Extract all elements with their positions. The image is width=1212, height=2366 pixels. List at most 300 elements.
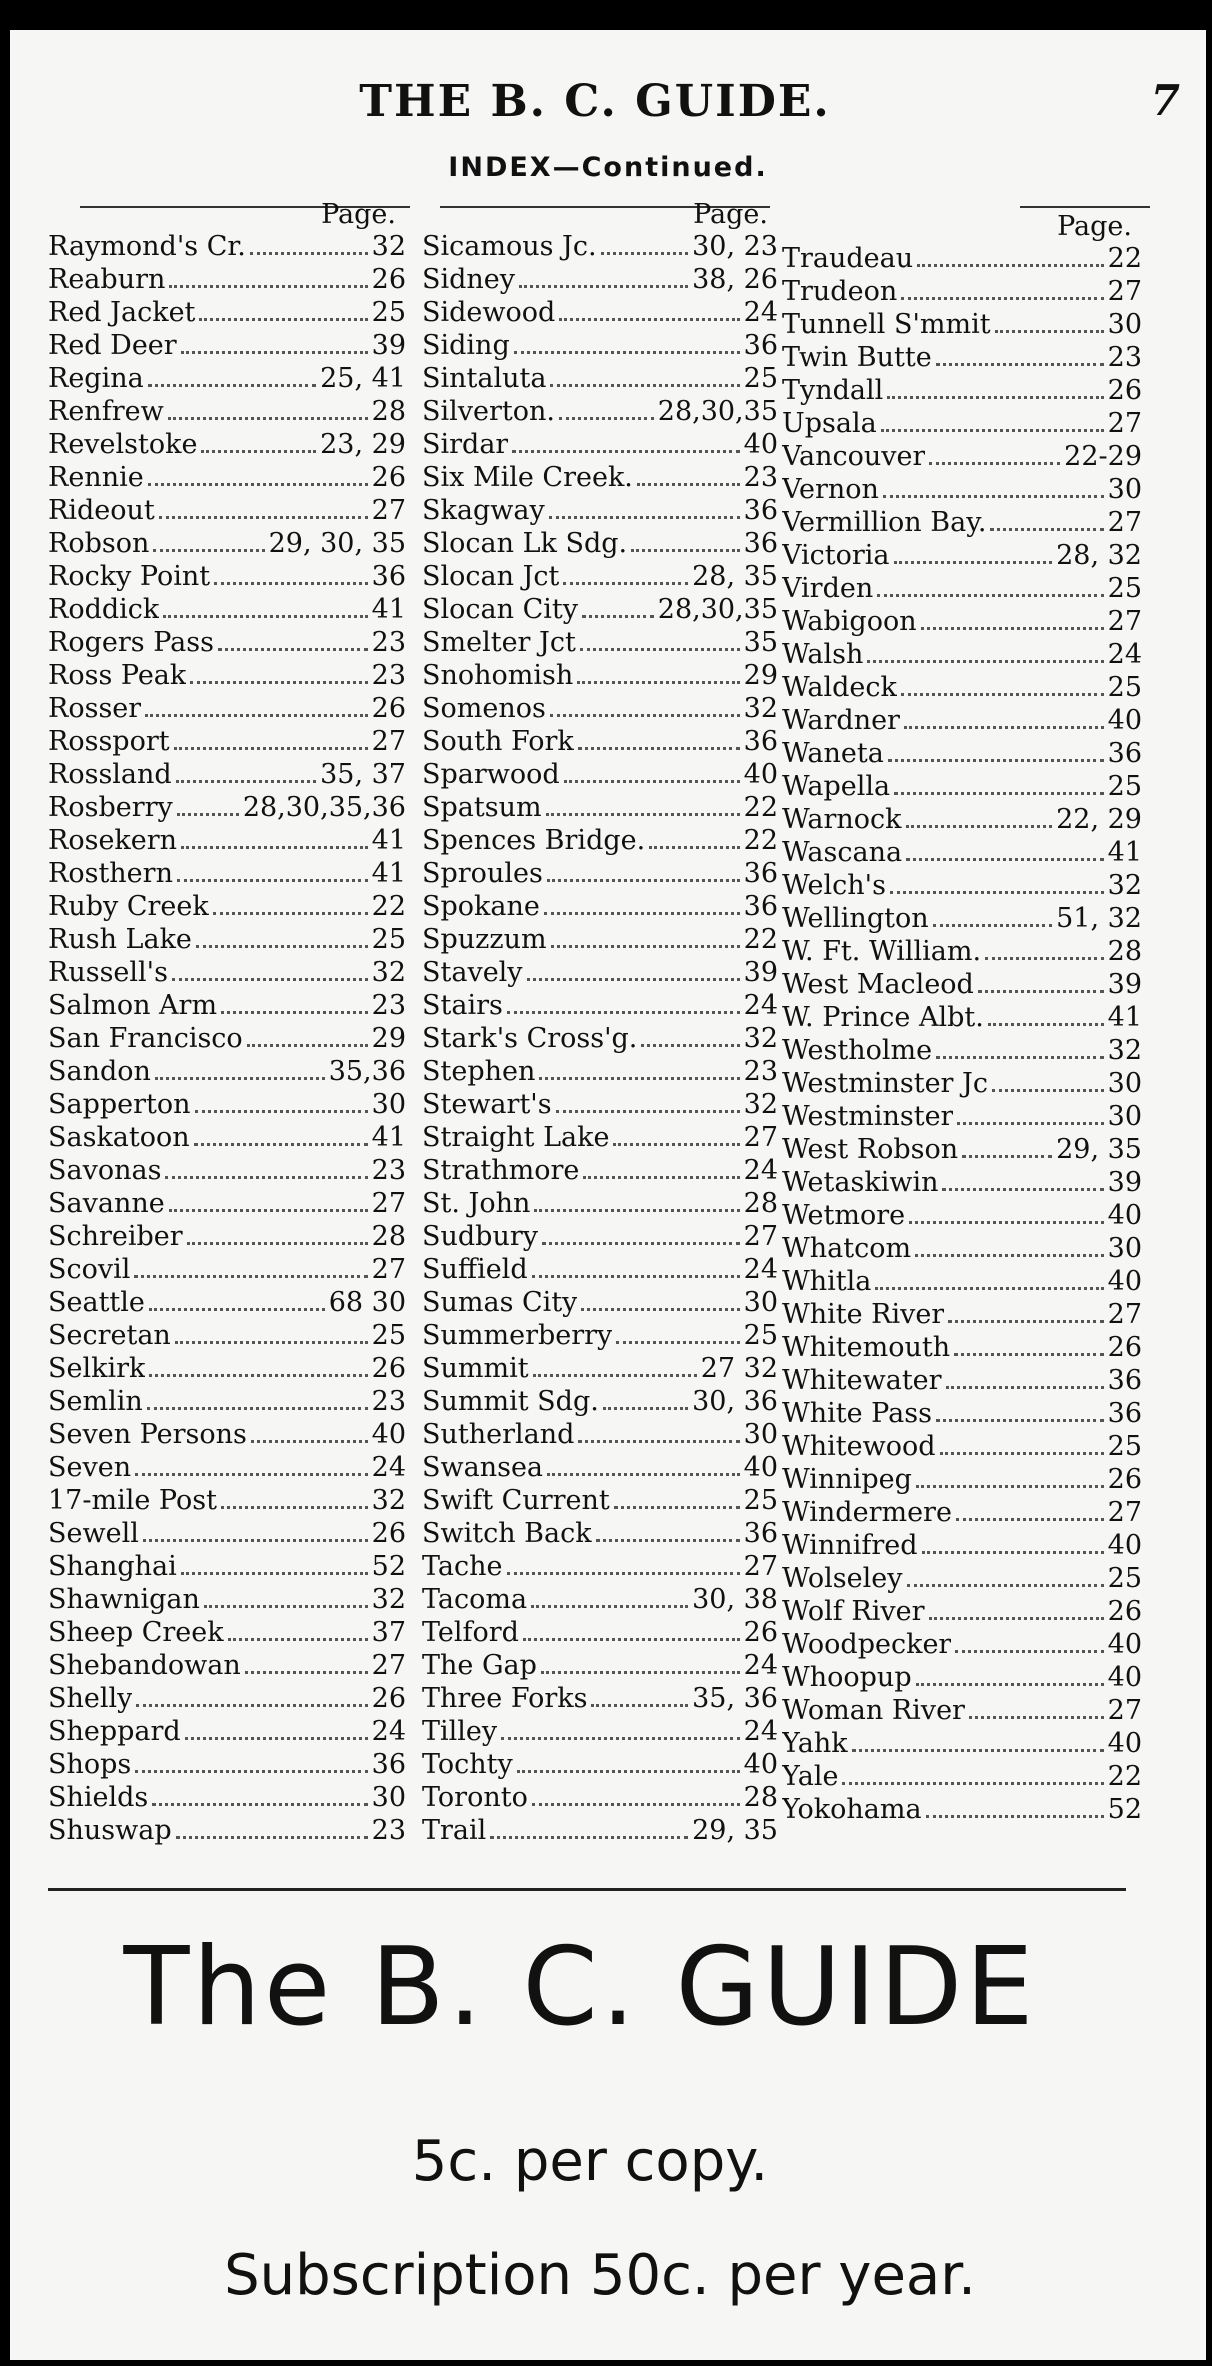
leader-dots xyxy=(580,647,740,651)
leader-dots xyxy=(147,1406,368,1410)
entry-name: Wabigoon xyxy=(782,606,917,637)
index-entry xyxy=(782,440,1142,473)
running-title: THE B. C. GUIDE. xyxy=(359,76,831,127)
index-entry xyxy=(782,1298,1142,1331)
entry-name: Rosekern xyxy=(48,825,178,856)
entry-pages: 30 xyxy=(743,1287,778,1318)
leader-dots xyxy=(149,1307,325,1311)
index-entry xyxy=(422,1484,778,1517)
leader-dots xyxy=(251,1439,368,1443)
entry-pages: 28,30,35 xyxy=(657,396,778,427)
leader-dots xyxy=(894,560,1053,564)
index-entry xyxy=(782,374,1142,407)
entry-pages: 24 xyxy=(371,1716,406,1747)
index-entry xyxy=(422,1748,778,1781)
advert-title: The B. C. GUIDE xyxy=(123,1925,1037,2050)
index-entry xyxy=(48,1286,406,1319)
index-entry xyxy=(422,1682,778,1715)
entry-name: Shawnigan xyxy=(48,1584,200,1615)
entry-pages: 40 xyxy=(1107,705,1142,736)
entry-pages: 25 xyxy=(743,1485,778,1516)
entry-pages: 23 xyxy=(743,462,778,493)
leader-dots xyxy=(985,956,1104,960)
entry-name: Russell's xyxy=(48,957,168,988)
leader-dots xyxy=(582,614,654,618)
entry-name: Siding xyxy=(422,330,510,361)
leader-dots xyxy=(957,1121,1103,1125)
entry-name: Revelstoke xyxy=(48,429,198,460)
entry-pages: 41 xyxy=(371,825,406,856)
leader-dots xyxy=(948,1319,1103,1323)
entry-name: Sparwood xyxy=(422,759,560,790)
index-entry xyxy=(48,1715,406,1748)
leader-dots xyxy=(531,1604,688,1608)
index-entry xyxy=(782,1628,1142,1661)
index-entry xyxy=(422,1022,778,1055)
index-entry xyxy=(422,1616,778,1649)
entry-pages: 68 30 xyxy=(328,1287,406,1318)
index-entry xyxy=(422,824,778,857)
leader-dots xyxy=(990,527,1103,531)
entry-pages: 25, 41 xyxy=(320,363,406,394)
entry-name: Stark's Cross'g. xyxy=(422,1023,638,1054)
entry-name: Spences Bridge. xyxy=(422,825,646,856)
index-entry xyxy=(48,1682,406,1715)
entry-name: Yokohama xyxy=(782,1794,922,1825)
entry-pages: 22 xyxy=(371,891,406,922)
entry-name: Whatcom xyxy=(782,1233,912,1264)
leader-dots xyxy=(956,1517,1104,1521)
entry-name: West Macleod xyxy=(782,969,974,1000)
index-entry xyxy=(782,1034,1142,1067)
entry-name: Sicamous Jc. xyxy=(422,231,597,262)
entry-name: Raymond's Cr. xyxy=(48,231,246,262)
entry-name: Woodpecker xyxy=(782,1629,952,1660)
leader-dots xyxy=(152,1802,367,1806)
entry-name: Shanghai xyxy=(48,1551,177,1582)
entry-name: Summit Sdg. xyxy=(422,1386,599,1417)
entry-name: Rennie xyxy=(48,462,144,493)
entry-name: Twin Butte xyxy=(782,342,932,373)
index-entry xyxy=(422,989,778,1022)
entry-name: Stavely xyxy=(422,957,523,988)
index-entry xyxy=(422,395,778,428)
entry-name: Winnipeg xyxy=(782,1464,912,1495)
entry-pages: 41 xyxy=(371,1122,406,1153)
entry-pages: 40 xyxy=(743,429,778,460)
index-entry xyxy=(48,923,406,956)
leader-dots xyxy=(541,1670,740,1674)
index-entry xyxy=(782,1067,1142,1100)
index-columns xyxy=(10,200,1206,1890)
index-entry xyxy=(48,527,406,560)
entry-pages: 27 xyxy=(371,1188,406,1219)
index-entry xyxy=(782,539,1142,572)
leader-dots xyxy=(512,449,739,453)
index-entry xyxy=(48,824,406,857)
index-entry xyxy=(48,1154,406,1187)
index-entry xyxy=(48,461,406,494)
entry-pages: 41 xyxy=(371,858,406,889)
leader-dots xyxy=(962,1154,1052,1158)
index-entry xyxy=(782,1760,1142,1793)
entry-pages: 32 xyxy=(1107,1035,1142,1066)
entry-name: Robson xyxy=(48,528,150,559)
entry-pages: 30 xyxy=(1107,1233,1142,1264)
entry-pages: 38, 26 xyxy=(692,264,778,295)
entry-pages: 23, 29 xyxy=(320,429,406,460)
entry-name: The Gap xyxy=(422,1650,537,1681)
index-entry xyxy=(422,923,778,956)
index-entry xyxy=(48,1616,406,1649)
entry-name: Wardner xyxy=(782,705,900,736)
index-entry xyxy=(782,1100,1142,1133)
entry-pages: 40 xyxy=(743,1749,778,1780)
entry-pages: 27 xyxy=(1107,1299,1142,1330)
index-entry xyxy=(782,572,1142,605)
index-entry xyxy=(48,494,406,527)
leader-dots xyxy=(883,494,1104,498)
entry-name: Shebandowan xyxy=(48,1650,241,1681)
entry-name: Shelly xyxy=(48,1683,133,1714)
entry-name: Snohomish xyxy=(422,660,574,691)
index-entry xyxy=(422,890,778,923)
index-entry xyxy=(48,1220,406,1253)
leader-dots xyxy=(185,1736,368,1740)
entry-pages: 27 xyxy=(1107,276,1142,307)
entry-name: Wetmore xyxy=(782,1200,906,1231)
index-entry xyxy=(782,1595,1142,1628)
entry-name: Sintaluta xyxy=(422,363,547,394)
entry-name: Sudbury xyxy=(422,1221,539,1252)
entry-pages: 28, 32 xyxy=(1056,540,1142,571)
entry-name: Trudeon xyxy=(782,276,898,307)
entry-name: South Fork xyxy=(422,726,574,757)
entry-name: Straight Lake xyxy=(422,1122,610,1153)
entry-pages: 40 xyxy=(1107,1662,1142,1693)
entry-pages: 26 xyxy=(371,462,406,493)
entry-pages: 30 xyxy=(371,1782,406,1813)
leader-dots xyxy=(603,1406,688,1410)
entry-name: Waneta xyxy=(782,738,884,769)
entry-pages: 22, 29 xyxy=(1056,804,1142,835)
index-entry xyxy=(48,1814,406,1847)
leader-dots xyxy=(909,1220,1104,1224)
leader-dots xyxy=(174,746,368,750)
entry-name: Spuzzum xyxy=(422,924,547,955)
entry-name: Rosberry xyxy=(48,792,173,823)
leader-dots xyxy=(523,1637,740,1641)
advert-subscription: Subscription 50c. per year. xyxy=(224,2243,976,2308)
leader-dots xyxy=(901,296,1103,300)
entry-name: 17-mile Post xyxy=(48,1485,217,1516)
entry-name: Sandon xyxy=(48,1056,151,1087)
index-entry xyxy=(422,1550,778,1583)
index-heading-text: INDEX—Continued. xyxy=(438,152,777,183)
index-entry xyxy=(422,1187,778,1220)
leader-dots xyxy=(564,779,740,783)
entry-name: Tochty xyxy=(422,1749,513,1780)
leader-dots xyxy=(245,1670,368,1674)
entry-pages: 25 xyxy=(371,924,406,955)
entry-name: White River xyxy=(782,1299,945,1330)
index-entry xyxy=(782,869,1142,902)
index-entry xyxy=(782,1463,1142,1496)
entry-name: Virden xyxy=(782,573,874,604)
index-entry xyxy=(422,1583,778,1616)
leader-dots xyxy=(153,548,264,552)
leader-dots xyxy=(559,317,739,321)
entry-pages: 29 xyxy=(743,660,778,691)
entry-pages: 28,30,35 xyxy=(657,594,778,625)
entry-name: Sirdar xyxy=(422,429,509,460)
index-entry xyxy=(782,1166,1142,1199)
index-entry xyxy=(48,395,406,428)
entry-pages: 27 xyxy=(1107,606,1142,637)
entry-pages: 32 xyxy=(371,1584,406,1615)
leader-dots xyxy=(954,1352,1104,1356)
entry-pages: 22 xyxy=(1107,243,1142,274)
entry-pages: 27 xyxy=(743,1551,778,1582)
index-entry xyxy=(48,1583,406,1616)
entry-pages: 30 xyxy=(1107,474,1142,505)
entry-name: Rogers Pass xyxy=(48,627,214,658)
entry-pages: 39 xyxy=(743,957,778,988)
index-entry xyxy=(782,1496,1142,1529)
index-entry xyxy=(422,1220,778,1253)
entry-pages: 24 xyxy=(1107,639,1142,670)
leader-dots xyxy=(550,383,739,387)
leader-dots xyxy=(591,1703,688,1707)
leader-dots xyxy=(901,692,1104,696)
entry-pages: 40 xyxy=(371,1419,406,1450)
leader-dots xyxy=(995,329,1104,333)
entry-name: Warnock xyxy=(782,804,902,835)
entry-pages: 28 xyxy=(743,1188,778,1219)
index-entry xyxy=(782,407,1142,440)
index-entry xyxy=(782,935,1142,968)
entry-name: Vancouver xyxy=(782,441,926,472)
entry-name: Summerberry xyxy=(422,1320,613,1351)
index-entry xyxy=(422,1814,778,1847)
leader-dots xyxy=(148,383,316,387)
entry-name: Westminster Jc xyxy=(782,1068,988,1099)
leader-dots xyxy=(507,1571,740,1575)
leader-dots xyxy=(601,251,689,255)
entry-name: Wellington xyxy=(782,903,929,934)
entry-name: Yahk xyxy=(782,1728,848,1759)
entry-name: Rosser xyxy=(48,693,142,724)
leader-dots xyxy=(921,626,1104,630)
index-entry xyxy=(782,1727,1142,1760)
index-entry xyxy=(782,737,1142,770)
index-entry xyxy=(48,1253,406,1286)
leader-dots xyxy=(177,878,368,882)
leader-dots xyxy=(929,461,1060,465)
leader-dots xyxy=(631,548,740,552)
index-entry xyxy=(48,329,406,362)
entry-pages: 26 xyxy=(1107,1332,1142,1363)
entry-name: Sidewood xyxy=(422,297,556,328)
leader-dots xyxy=(532,1802,740,1806)
index-entry xyxy=(422,1121,778,1154)
entry-pages: 25 xyxy=(743,363,778,394)
entry-pages: 32 xyxy=(371,1485,406,1516)
entry-pages: 30 xyxy=(1107,1101,1142,1132)
leader-dots xyxy=(218,647,368,651)
entry-pages: 27 xyxy=(1107,1695,1142,1726)
entry-pages: 35,36 xyxy=(328,1056,406,1087)
leader-dots xyxy=(190,680,367,684)
entry-name: Sheppard xyxy=(48,1716,181,1747)
entry-name: Woman River xyxy=(782,1695,965,1726)
entry-pages: 22 xyxy=(1107,1761,1142,1792)
index-entry xyxy=(782,902,1142,935)
entry-pages: 30 xyxy=(371,1089,406,1120)
entry-pages: 28, 35 xyxy=(692,561,778,592)
entry-pages: 36 xyxy=(1107,1398,1142,1429)
index-entry xyxy=(422,1451,778,1484)
entry-name: Whitemouth xyxy=(782,1332,951,1363)
entry-pages: 40 xyxy=(1107,1266,1142,1297)
leader-dots xyxy=(888,758,1104,762)
entry-pages: 24 xyxy=(743,1650,778,1681)
leader-dots xyxy=(534,1208,739,1212)
index-entry xyxy=(782,1694,1142,1727)
entry-name: Victoria xyxy=(782,540,890,571)
index-entry xyxy=(782,1265,1142,1298)
index-entry xyxy=(48,1055,406,1088)
entry-name: Shops xyxy=(48,1749,132,1780)
leader-dots xyxy=(969,1715,1104,1719)
index-column-2 xyxy=(422,200,778,1847)
entry-name: Ross Peak xyxy=(48,660,187,691)
index-heading xyxy=(10,152,1206,183)
entry-name: Schreiber xyxy=(48,1221,183,1252)
index-entry xyxy=(782,1661,1142,1694)
entry-pages: 51, 32 xyxy=(1056,903,1142,934)
leader-dots xyxy=(519,284,688,288)
entry-pages: 28 xyxy=(743,1782,778,1813)
entry-pages: 27 xyxy=(371,726,406,757)
entry-name: St. John xyxy=(422,1188,531,1219)
index-entry xyxy=(48,428,406,461)
index-entry xyxy=(782,1793,1142,1826)
entry-pages: 35, 37 xyxy=(320,759,406,790)
index-entry xyxy=(48,1121,406,1154)
index-entry xyxy=(48,1385,406,1418)
entry-pages: 28,30,35,36 xyxy=(242,792,406,823)
leader-dots xyxy=(527,977,740,981)
leader-dots xyxy=(228,1637,368,1641)
leader-dots xyxy=(148,482,368,486)
leader-dots xyxy=(155,1076,325,1080)
index-entry xyxy=(422,1319,778,1352)
leader-dots xyxy=(177,812,239,816)
index-entry xyxy=(782,242,1142,275)
leader-dots xyxy=(542,1241,740,1245)
entry-name: Upsala xyxy=(782,408,877,439)
entry-pages: 23 xyxy=(743,1056,778,1087)
leader-dots xyxy=(906,824,1053,828)
leader-dots xyxy=(195,1109,368,1113)
entry-name: Yale xyxy=(782,1761,839,1792)
leader-dots xyxy=(942,1187,1103,1191)
entry-name: Swift Current xyxy=(422,1485,610,1516)
index-entry xyxy=(422,1154,778,1187)
entry-pages: 25 xyxy=(1107,672,1142,703)
leader-dots xyxy=(181,350,368,354)
entry-pages: 29, 35 xyxy=(1056,1134,1142,1165)
index-entry xyxy=(422,296,778,329)
leader-dots xyxy=(596,1538,740,1542)
entry-pages: 40 xyxy=(1107,1200,1142,1231)
entry-name: Waldeck xyxy=(782,672,897,703)
index-entry xyxy=(782,473,1142,506)
leader-dots xyxy=(936,362,1104,366)
leader-dots xyxy=(145,713,367,717)
index-entry xyxy=(782,275,1142,308)
entry-pages: 27 xyxy=(743,1122,778,1153)
entry-pages: 27 xyxy=(743,1221,778,1252)
entry-name: Seattle xyxy=(48,1287,145,1318)
entry-pages: 32 xyxy=(743,693,778,724)
entry-pages: 26 xyxy=(371,264,406,295)
entry-pages: 24 xyxy=(743,990,778,1021)
leader-dots xyxy=(176,1835,368,1839)
leader-dots xyxy=(134,1274,367,1278)
entry-name: Shuswap xyxy=(48,1815,172,1846)
entry-name: Selkirk xyxy=(48,1353,146,1384)
entry-pages: 26 xyxy=(371,1353,406,1384)
leader-dots xyxy=(577,680,739,684)
entry-name: Wolseley xyxy=(782,1563,903,1594)
entry-name: W. Ft. William. xyxy=(782,936,982,967)
column-page-header: Page. xyxy=(1057,211,1132,242)
entry-pages: 39 xyxy=(371,330,406,361)
leader-dots xyxy=(135,1472,368,1476)
leader-dots xyxy=(551,944,740,948)
leader-dots xyxy=(581,1307,739,1311)
entry-name: Sapperton xyxy=(48,1089,191,1120)
entry-pages: 23 xyxy=(371,990,406,1021)
entry-pages: 26 xyxy=(371,693,406,724)
entry-name: Tache xyxy=(422,1551,503,1582)
entry-pages: 24 xyxy=(743,1155,778,1186)
entry-name: San Francisco xyxy=(48,1023,243,1054)
index-entry xyxy=(422,230,778,263)
entry-name: Renfrew xyxy=(48,396,164,427)
leader-dots xyxy=(204,1604,368,1608)
entry-name: Wascana xyxy=(782,837,903,868)
index-entry xyxy=(422,857,778,890)
leader-dots xyxy=(907,1583,1104,1587)
entry-pages: 27 xyxy=(371,1254,406,1285)
leader-dots xyxy=(887,395,1103,399)
entry-name: Vermillion Bay. xyxy=(782,507,987,538)
entry-name: Semlin xyxy=(48,1386,143,1417)
footer-rule xyxy=(48,1888,1126,1891)
leader-dots xyxy=(563,581,688,585)
index-entry xyxy=(782,671,1142,704)
leader-dots xyxy=(159,515,368,519)
entry-name: Toronto xyxy=(422,1782,528,1813)
entry-name: Rossland xyxy=(48,759,172,790)
index-entry xyxy=(48,1187,406,1220)
leader-dots xyxy=(988,1022,1104,1026)
leader-dots xyxy=(916,1682,1104,1686)
entry-pages: 24 xyxy=(371,1452,406,1483)
